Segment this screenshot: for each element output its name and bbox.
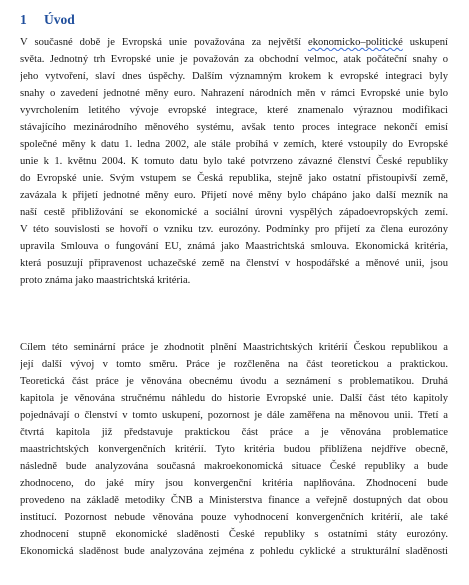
- paragraph-line: unie k 1. květnu 2004. K tomuto datu bylo také potvrzeno závazné členství České republiky: [20, 156, 448, 167]
- paragraph-line: která posuzují připravenost uchazečské země na členství v hospodářské a měnové unii, jsou: [20, 258, 448, 269]
- paragraph-line: stávajícího mezinárodního měnového systému, avšak tento proces integrace nekončí emisí: [20, 122, 448, 133]
- paragraph-intro: [20, 34, 448, 289]
- paragraph-line: Ekonomická sladěnost bude analyzována zejména z pohledu cyklické a strukturální sladěnosti: [20, 546, 448, 557]
- paragraph-line: [20, 34, 448, 51]
- paragraph-line: snahy o zavedení jednotné měny euro. Nahrazení národních měn v rámci Evropské unie bylo: [20, 88, 448, 99]
- paragraph-line: světa. Jednotný trh Evropské unie je považován za obchodní velmoc, atak počáteční snahy o: [20, 54, 448, 65]
- text-run: V současné době je Evropská unie považována za největší: [20, 37, 309, 48]
- paragraph-line: maastrichtských konvergenčních kritérií. Tyto kritéria budou přiblížena nejdříve obecně,: [20, 444, 448, 455]
- paragraph-line: upravila Smlouva o fungování EU, známá jako Maastrichtská smlouva. Ekonomická kritéria,: [20, 241, 448, 252]
- paragraph-line: vyvrcholením letitého vývoje evropské integrace, které znamenalo výraznou modifikaci: [20, 105, 448, 116]
- paragraph-line: jeho vytvoření, slaví dnes úspěchy. Dalším významným krokem k evropské integraci byly: [20, 71, 448, 82]
- paragraph-line: čtvrtá kapitola již představuje praktickou část práce a je věnována problematice: [20, 427, 448, 438]
- paragraph-line: do Evropské unie. Svým vstupem se Česká republika, stejně jako ostatní přistoupivší země,: [20, 173, 448, 184]
- paragraph-line: její další vývoj v tomto směru. Práce je rozčleněna na část teoretickou a praktickou.: [20, 359, 448, 370]
- section-heading: [20, 12, 75, 28]
- paragraph-line: zhodnoceno, do jaké míry jsou konvergenční kritéria naplňována. Zhodnocení bude: [20, 478, 448, 489]
- paragraph-line: proto známa jako maastrichtská kritéria.: [20, 275, 191, 286]
- paragraph-line: V této souvislosti se hovoří o vzniku tzv. eurozóny. Podmínky pro přijetí za člena eurozóny: [20, 224, 448, 235]
- paragraph-line: kapitola je věnována stručnému náhledu do historie Evropské unie. Další část této kapitoly: [20, 393, 448, 404]
- paragraph-line: zavázala k přijetí jednotné měny euro. Přijetí nové měny bylo chápáno jako další mezník na: [20, 190, 448, 201]
- paragraph-line: naší cestě přibližování se ekonomické a sociální úrovni vyspělých západoevropských zemí.: [20, 207, 448, 218]
- spellcheck-flagged-word: ekonomicko–politické: [308, 37, 403, 48]
- paragraph-line: institucí. Pozornost nebude věnována pouze vyhodnocení konvergenčních kritérií, ale také: [20, 512, 448, 523]
- paragraph-line: pojednávají o členství v tomto uskupení, pozornost je dále zaměřena na měnovou unii. Třetí a: [20, 410, 448, 421]
- paragraph-line: Cílem této seminární práce je zhodnotit plnění Maastrichtských kritérií Českou republikou a: [20, 342, 448, 353]
- paragraph-line: Teoretická část práce je věnována obecnému úvodu a seznámení s problematikou. Druhá: [20, 376, 448, 387]
- paragraph-line: společné měny k datu 1. ledna 2002, ale stále probíhá v zemích, které vstoupily do Evropské: [20, 139, 448, 150]
- paragraph-goals: [20, 339, 448, 560]
- paragraph-line: zhodnocení stupně ekonomické sladěnosti České republiky s ostatními státy eurozóny.: [20, 529, 448, 540]
- section-title: Úvod: [44, 12, 75, 27]
- section-number: 1: [20, 12, 27, 27]
- paragraph-line: následně bude analyzována současná makroekonomická situace České republiky a bude: [20, 461, 448, 472]
- text-run: uskupení: [402, 37, 448, 48]
- paragraph-line: provedeno na základě metodiky ČNB a Ministerstva finance a veřejně dostupných dat obou: [20, 495, 448, 506]
